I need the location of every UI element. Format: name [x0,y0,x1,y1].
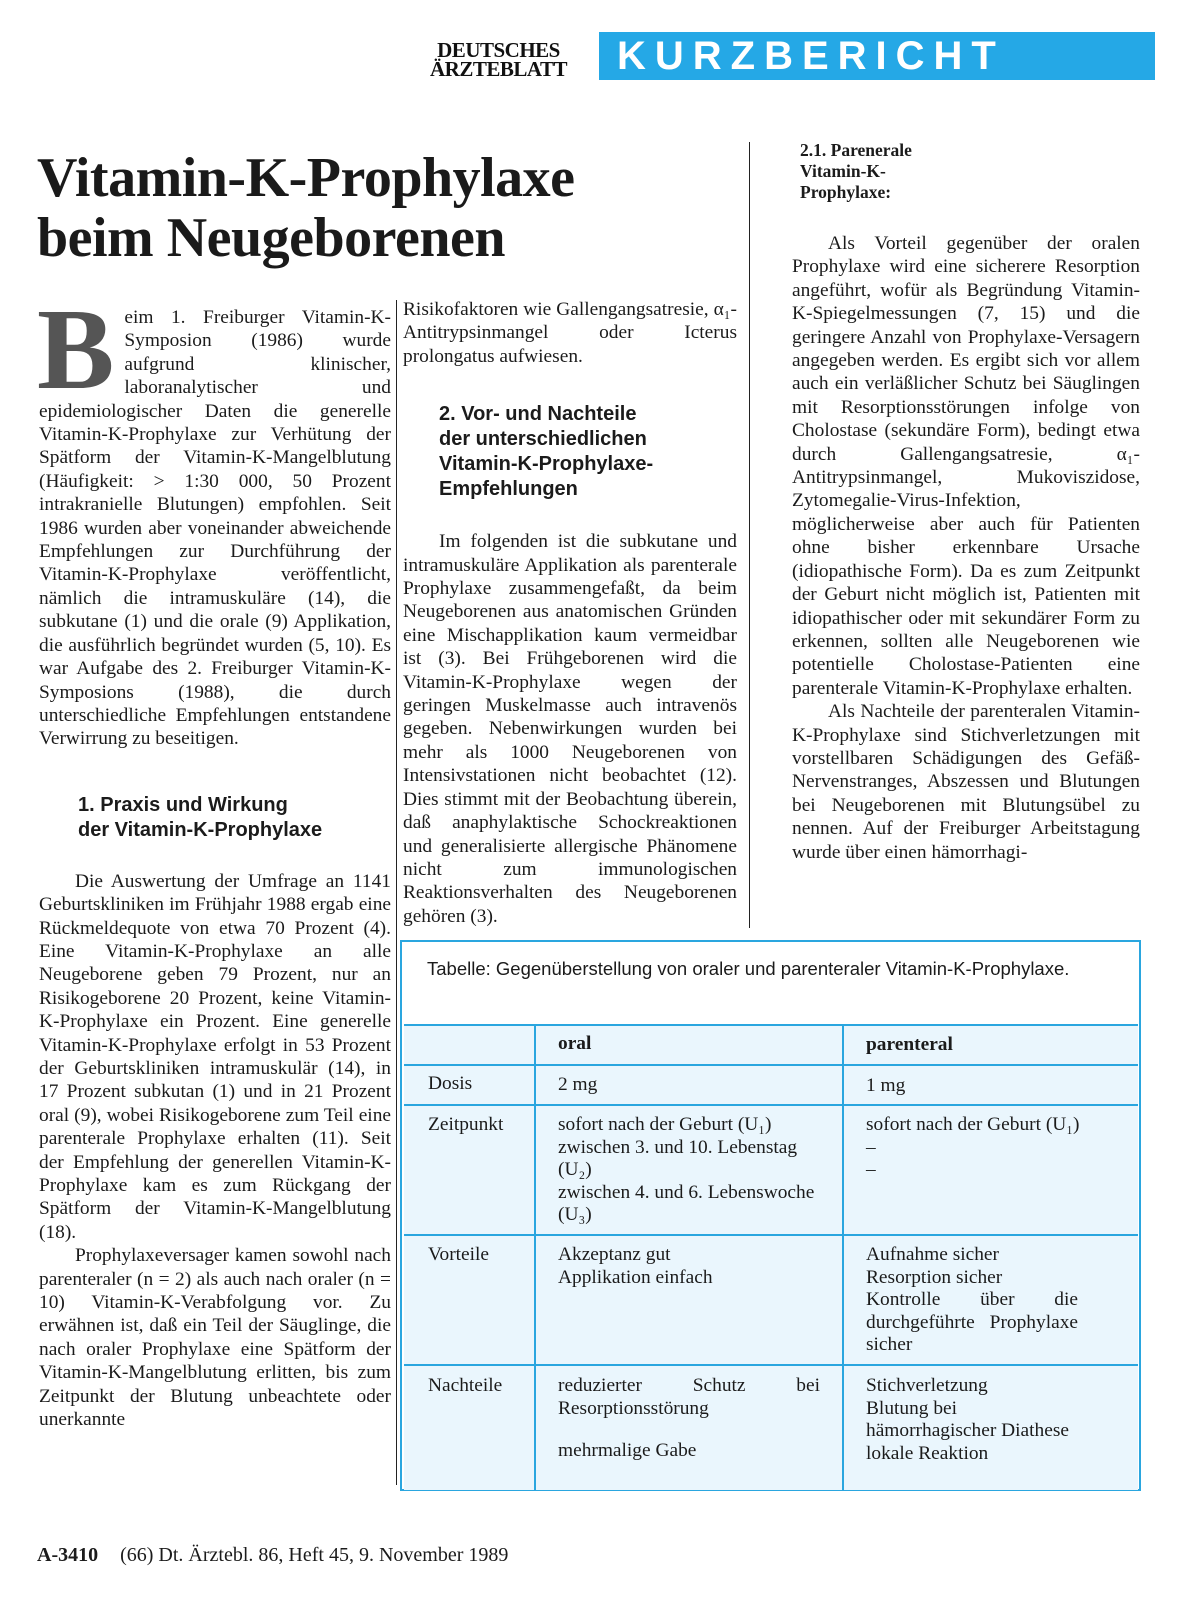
drop-cap: B [37,286,115,414]
table-cell-line: mehrmalige Gabe [558,1440,697,1461]
table-cell-line: zwischen 4. und 6. Lebenswoche (U₃) [558,1181,815,1225]
table-cell-line: Kontrolle über die durchgeführte Prophylaxe sicher [866,1289,1078,1355]
column-2 [403,298,737,928]
page-footer [37,1544,508,1567]
table-cell-parenteral [866,1375,1084,1465]
article-title-line1: Vitamin-K-Prophylaxe [37,147,575,209]
intro-text: eim 1. Freiburger Vitamin-K-Symposion (1986) wurde aufgrund klinischer, laboranalytischer und epidemiologischer Daten die generelle Vitamin-K-Prophylaxe zur Verhütung der Spätform der Vitamin-K-Mangelblutung (Häufigkeit: > 1:30 000, 50 Prozent intrakranielle Blutungen) empfohlen. Seit 1986 wurden aber voneinander abweichende Empfehlungen zur Durchführung der Vitamin-K-Prophylaxe veröffentlicht, nämlich die intramuskuläre (14), die subkutane (1) und die orale (9) Applikation, die ausführlich begründet wurden (5, 10). Es war Aufgabe des 2. Freiburger Vitamin-K-Symposions (1988), die durch unterschiedliche Empfehlungen entstandene Verwirrung zu beseitigen. [39,307,391,750]
table-line [404,1364,1138,1366]
journal-logo-line2: ÄRZTEBLATT [430,57,567,81]
table-cell-parenteral [866,1114,1084,1182]
table-cell-line: lokale Reaktion [866,1442,989,1464]
section-2-heading-line1: 2. Vor- und Nachteile [439,403,637,426]
table-cell-line: – [866,1136,876,1158]
table-cell-line: sofort nach der Geburt (U₁) [866,1114,1080,1135]
journal-logo-line1: DEUTSCHES [437,38,560,62]
table-cell-line: sofort nach der Geburt (U₁) [558,1114,772,1135]
table-row-label-vorteile: Vorteile [428,1244,490,1265]
section-1-heading [39,793,391,843]
section-1-paragraph-1: Die Auswertung der Umfrage an 1141 Geburtskliniken im Frühjahr 1988 ergab eine Rückmeldequote von etwa 70 Prozent (4). Eine Vitamin-K-Prophylaxe an alle Neugeborene geben 79 Prozent, nur an Risikogeborene 20 Prozent, keine Vitamin-K-Prophylaxe ein Prozent. Eine generelle Vitamin-K-Prophylaxe erfolgt in 53 Prozent der Geburtskliniken intramuskulär (14), in 17 Prozent subkutan (1) und in 21 Prozent oral (9), wobei Risikogeborene zum Teil eine parenterale Prophylaxe erhalten (11). Seit der Empfehlung der generellen Vitamin-K-Prophylaxe kam es zum Rückgang der Spätform der Vitamin-K-Mangelblutung (18). [39,870,391,1243]
table-cell-parenteral: 1 mg [866,1075,906,1096]
column-rule-2 [749,142,750,928]
table-cell-line: zwischen 3. und 10. Lebenstag (U₂) [558,1136,798,1180]
section-1-paragraph-2: Prophylaxeversager kamen sowohl nach parenteraler (n = 2) als auch nach oraler (n = 10) Vitamin-K-Verabfolgung vor. Zu erwähnen ist, daß ein Teil der Säuglinge, die nach oraler Prophylaxe eine Spätform der Vitamin-K-Mangelblutung erlitten, bis zum Zeitpunkt der Blutung unbeachtete oder unerkannte [39,1245,391,1431]
page-number: A-3410 [37,1544,99,1566]
table-line [404,1064,1138,1066]
table-cell-line: – [866,1159,876,1180]
table-caption: Tabelle: Gegenüberstellung von oraler und parenteraler Vitamin-K-Prophylaxe. [427,958,1070,979]
section-banner [599,32,1155,80]
intro-paragraph [37,286,391,751]
table-line [404,1104,1138,1106]
article-title-line2: beim Neugeborenen [37,207,505,269]
table-cell-parenteral [866,1244,1078,1357]
table-cell-line: Aufnahme sicher [866,1244,999,1265]
table-cell-line: Akzeptanz gut [558,1244,671,1265]
table-line [842,1024,844,1490]
section-2-heading-line4: Empfehlungen [439,478,578,501]
table-cell-line: Stichverletzung [866,1375,988,1396]
comparison-table [400,940,1141,1491]
section-label: KURZBERICHT [617,34,1005,78]
table-line [404,1024,1138,1026]
table-line [534,1024,536,1490]
section-2-heading-line3: Vitamin-K-Prophylaxe- [439,453,654,476]
section-2-paragraph-1: Im folgenden ist die subkutane und intramuskuläre Applikation als parenterale Prophylaxe zusammengefaßt, da beim Neugeborenen aus anatomischen Gründen eine Mischapplikation kaum vermeidbar ist (3). Bei Frühgeborenen wird die Vitamin-K-Prophylaxe wegen der geringen Muskelmasse auch intravenös gegeben. Nebenwirkungen wurden bei mehr als 1000 Neugeborenen von Intensivstationen nicht beobachtet (12). Dies stimmt mit der Beobachtung überein, daß anaphylaktische Schockreaktionen und generalisierte allergische Phänomene nicht zum immunologischen Reaktionsverhalten des Neugeborenen gehören (3). [403,531,737,927]
journal-logo [411,38,586,81]
section-1-heading-line1: 1. Praxis und Wirkung [78,793,288,816]
column-3 [792,140,1140,864]
table-header-oral: oral [558,1033,592,1054]
table-header-parenteral: parenteral [866,1034,953,1055]
subsection-paragraph-1: Als Vorteil gegenüber der oralen Prophylaxe wird eine sicherere Resorption angeführt, wofür als Begründung Vitamin-K-Spiegelmessungen (7, 15) und die geringere Anzahl von Prophylaxe-Versagern angegeben werden. Es ergibt sich vor allem auch ein verläßlicher Schutz bei Säuglingen mit Resorptionsstörungen infolge von Cholostase (sekundäre Form), bedingt etwa durch Gallengangsatresie, α₁-Antitrypsinmangel, Mukoviszidose, Zytomegalie-Virus-Infektion, möglicherweise aber auch für Patienten ohne bisher erkennbare Ursache (idiopathische Form). Da es zum Zeitpunkt der Geburt nicht möglich ist, Patienten mit idiopathischer oder mit sekundärer Form zu erkennen, sollten alle Neugeborenen wie potentielle Cholostase-Patienten eine parenterale Vitamin-K-Prophylaxe erhalten. [792,233,1140,699]
table-line [404,1234,1138,1236]
section-1-heading-line2: der Vitamin-K-Prophylaxe [78,818,323,841]
subsection-2-1-heading [792,140,1140,203]
table-cell-oral [558,1375,820,1463]
masthead [411,32,1155,82]
subsection-heading-line3: Prophylaxe: [800,182,892,202]
table-cell-line: reduzierter Schutz bei Resorptionsstörung [558,1375,820,1419]
subsection-heading-line1: 2.1. Parenerale [800,140,912,160]
column-rule-1 [396,300,397,1485]
citation: (66) Dt. Ärztebl. 86, Heft 45, 9. November 1989 [120,1544,509,1566]
column-1 [37,286,391,1431]
table-grid [404,1024,1138,1490]
article-title [37,148,757,268]
subsection-paragraph-2: Als Nachteile der parenteralen Vitamin-K-Prophylaxe sind Stichverletzungen mit vorstellbaren Schädigungen des Gefäß-Nervenstranges, Abszessen und Blutungen bei Neugeborenen mit Blutungsübel zu nennen. Auf der Freiburger Arbeitstagung wurde über einen hämorrhagi- [792,701,1140,863]
table-cell-line: Applikation einfach [558,1266,713,1288]
table-row-label-dosis: Dosis [428,1073,473,1094]
continued-paragraph: Risikofaktoren wie Gallengangsatresie, α₁-Antitrypsinmangel oder Icterus prolongatus aufwiesen. [403,299,737,367]
table-cell-line: Resorption sicher [866,1266,1003,1288]
table-cell-line: Blutung bei hämorrhagischer Diathese [866,1397,1069,1441]
table-cell-oral: 2 mg [558,1074,598,1095]
table-row-label-nachteile: Nachteile [428,1375,503,1396]
table-cell-oral [558,1114,828,1227]
section-2-heading-line2: der unterschiedlichen [439,428,647,451]
table-cell-oral [558,1244,828,1289]
table-row-label-zeitpunkt: Zeitpunkt [428,1114,504,1135]
subsection-heading-line2: Vitamin-K- [800,161,886,181]
section-2-heading [403,402,737,502]
